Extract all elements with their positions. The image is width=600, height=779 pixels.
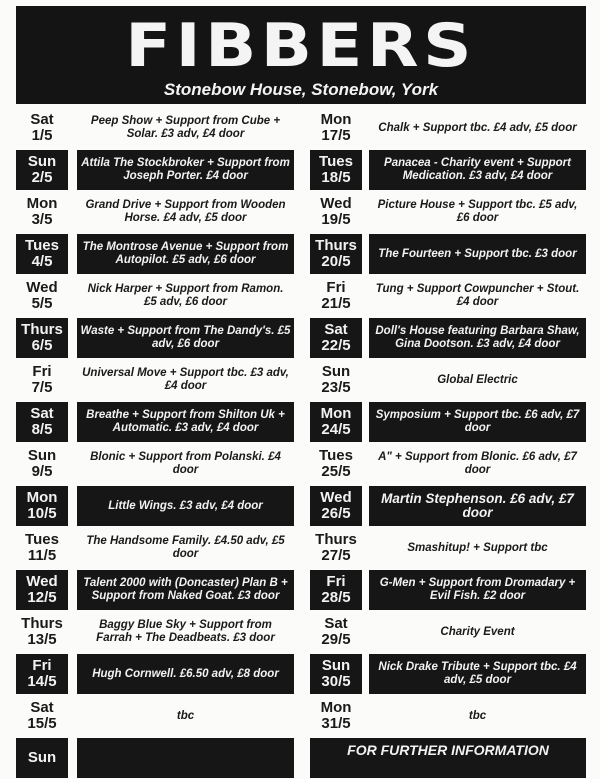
gig-day-month: 2/5: [31, 169, 53, 186]
gig-date: [16, 318, 68, 358]
gig-event-description: Peep Show + Support from Cube + Solar. £3 adv, £4 door: [90, 115, 281, 140]
gig-day-month: 5/5: [31, 295, 53, 312]
gig-weekday: Sat: [324, 615, 348, 632]
gig-listing-row: [310, 485, 574, 527]
gig-listing-row: [310, 527, 548, 569]
gig-date: [310, 443, 362, 485]
gig-listing-row: [16, 737, 68, 779]
gig-event-description: Breathe + Support from Shilton Uk + Automatic. £3 adv, £4 door: [77, 402, 294, 442]
gig-day-month: 11/5: [27, 547, 57, 564]
gig-event-description: Grand Drive + Support from Wooden Horse. £4 adv, £5 door: [85, 199, 286, 224]
gig-listing-row: [16, 401, 285, 443]
gig-listing-row: [16, 359, 289, 401]
gig-weekday: Sat: [30, 699, 54, 716]
gig-day-month: 26/5: [321, 505, 351, 522]
gig-date: [310, 611, 362, 653]
gig-weekday: Fri: [32, 657, 52, 674]
venue-title: FIBBERS: [125, 11, 477, 81]
gig-day-month: 13/5: [27, 631, 57, 648]
gig-day-month: 28/5: [321, 589, 351, 606]
gig-event-description: Nick Harper + Support from Ramon. £5 adv, £6 door: [87, 283, 284, 308]
gig-weekday: Tues: [25, 237, 59, 254]
gig-weekday: Tues: [319, 447, 353, 464]
gig-weekday: Sat: [30, 111, 54, 128]
gig-listing-row: [16, 611, 275, 653]
gig-weekday: Sun: [27, 153, 57, 170]
gig-event-description: Little Wings. £3 adv, £4 door: [77, 486, 294, 526]
gig-day-month: 6/5: [31, 337, 53, 354]
gig-listing-row: [310, 359, 518, 401]
gig-event-description: Global Electric: [437, 373, 518, 386]
gig-day-month: 15/5: [27, 715, 57, 732]
gig-date: [16, 486, 68, 526]
gig-day-month: 10/5: [27, 505, 57, 522]
venue-header: [16, 6, 586, 104]
gig-event-description: Attila The Stockbroker + Support from Joseph Porter. £4 door: [77, 150, 294, 190]
gig-event-description: Doll's House featuring Barbara Shaw, Gina Dootson. £3 adv, £4 door: [369, 318, 586, 358]
gig-event-description: Talent 2000 with (Doncaster) Plan B + Support from Naked Goat. £3 door: [77, 570, 294, 610]
gig-event-description: [77, 738, 294, 778]
gig-event-description: Smashitup! + Support tbc: [407, 541, 548, 554]
gig-event-description: Tung + Support Cowpuncher + Stout. £4 door: [375, 283, 580, 308]
gig-weekday: Fri: [32, 363, 52, 380]
gig-weekday: Thurs: [21, 615, 63, 632]
gig-event-description: Panacea - Charity event + Support Medication. £3 adv, £4 door: [369, 150, 586, 190]
gig-date: [16, 191, 68, 233]
gig-day-month: 3/5: [31, 211, 53, 228]
gig-day-month: 8/5: [31, 421, 53, 438]
gig-listing-row: [310, 317, 580, 359]
listings-left-column: [16, 107, 291, 779]
gig-listing-row: [310, 191, 578, 233]
gig-weekday: Thurs: [21, 321, 63, 338]
gig-listing-row: [16, 275, 284, 317]
gig-weekday: Sat: [30, 405, 54, 422]
gig-date: [310, 275, 362, 317]
gig-listing-row: [310, 569, 576, 611]
gig-event-description: Symposium + Support tbc. £6 adv, £7 door: [369, 402, 586, 442]
gig-date: [16, 443, 68, 485]
gig-day-month: 1/5: [31, 127, 53, 144]
gig-date: [16, 738, 68, 778]
gig-listing-row: [310, 653, 577, 695]
gig-listing-row: [16, 233, 289, 275]
gig-listing-row: [16, 569, 288, 611]
gig-weekday: Fri: [326, 573, 346, 590]
listings-right-column: [310, 107, 580, 779]
gig-day-month: 14/5: [27, 673, 57, 690]
gig-listing-row: [16, 191, 286, 233]
gig-event-description: Blonic + Support from Polanski. £4 door: [90, 451, 281, 476]
gig-event-description: Waste + Support from The Dandy's. £5 adv, £6 door: [77, 318, 294, 358]
further-information-text: FOR FURTHER INFORMATION: [310, 738, 586, 778]
gig-date: [310, 359, 362, 401]
gig-listing-row: [310, 443, 577, 485]
gig-weekday: Sun: [27, 749, 57, 766]
gig-listing-row: [310, 275, 580, 317]
gig-listing-row: [16, 107, 281, 149]
gig-listing-row: [310, 149, 571, 191]
gig-listing-row: [310, 695, 487, 737]
gig-listing-row: [16, 653, 279, 695]
gig-date: [16, 234, 68, 274]
gig-date: [16, 570, 68, 610]
gig-date: [16, 275, 68, 317]
gig-date: [16, 611, 68, 653]
gig-listing-row: [310, 107, 577, 149]
gig-weekday: Wed: [26, 279, 58, 296]
gig-weekday: Sun: [27, 447, 57, 464]
gig-date: [16, 695, 68, 737]
gig-event-description: Hugh Cornwell. £6.50 adv, £8 door: [77, 654, 294, 694]
gig-day-month: 24/5: [321, 421, 351, 438]
gig-date: [310, 695, 362, 737]
gig-event-description: G-Men + Support from Dromadary + Evil Fish. £2 door: [369, 570, 586, 610]
gig-date: [310, 234, 362, 274]
gig-weekday: Mon: [320, 699, 352, 716]
gig-date: [16, 527, 68, 569]
venue-address: Stonebow House, Stonebow, York: [163, 80, 439, 99]
gig-date: [310, 570, 362, 610]
gig-event-description: Universal Move + Support tbc. £3 adv, £4 door: [82, 367, 289, 392]
gig-date: [16, 402, 68, 442]
gig-weekday: Sun: [321, 657, 351, 674]
gig-day-month: 27/5: [321, 547, 351, 564]
gig-date: [310, 486, 362, 526]
gig-listing-row: [16, 443, 281, 485]
gig-date: [310, 191, 362, 233]
gig-weekday: Thurs: [315, 531, 357, 548]
gig-date: [16, 107, 68, 149]
gig-day-month: 29/5: [321, 631, 351, 648]
gig-event-description: Chalk + Support tbc. £4 adv, £5 door: [378, 121, 577, 134]
gig-event-description: The Montrose Avenue + Support from Autopilot. £5 adv, £6 door: [77, 234, 294, 274]
gig-listing-row: [310, 233, 577, 275]
gig-weekday: Wed: [320, 195, 352, 212]
gig-date: [310, 402, 362, 442]
further-information-banner: [310, 737, 549, 779]
gig-day-month: 21/5: [321, 295, 351, 312]
gig-listing-row: [16, 695, 195, 737]
gig-day-month: 22/5: [321, 337, 351, 354]
gig-listing-row: [16, 485, 263, 527]
gig-weekday: Thurs: [315, 237, 357, 254]
gig-event-description: The Handsome Family. £4.50 adv, £5 door: [86, 535, 285, 560]
gig-listing-row: [16, 317, 291, 359]
gig-day-month: 17/5: [321, 127, 351, 144]
gig-day-month: 23/5: [321, 379, 351, 396]
gig-day-month: 31/5: [321, 715, 351, 732]
gig-day-month: 30/5: [321, 673, 351, 690]
gig-event-description: Nick Drake Tribute + Support tbc. £4 adv, £5 door: [369, 654, 586, 694]
gig-event-description: Martin Stephenson. £6 adv, £7 door: [369, 486, 586, 526]
gig-day-month: 7/5: [31, 379, 53, 396]
gig-event-description: A" + Support from Blonic. £6 adv, £7 door: [378, 451, 577, 476]
gig-event-description: Baggy Blue Sky + Support from Farrah + The Deadbeats. £3 door: [96, 619, 275, 644]
gig-date: [310, 150, 362, 190]
gig-weekday: Wed: [320, 489, 352, 506]
gig-weekday: Tues: [25, 531, 59, 548]
gig-event-description: Charity Event: [440, 625, 515, 638]
gig-weekday: Fri: [326, 279, 346, 296]
gig-day-month: 19/5: [321, 211, 351, 228]
gig-weekday: Mon: [26, 195, 58, 212]
gig-day-month: 9/5: [31, 463, 53, 480]
gig-date: [310, 527, 362, 569]
gig-weekday: Mon: [320, 111, 352, 128]
gig-date: [16, 654, 68, 694]
gig-listing-row: [16, 149, 290, 191]
gig-date: [310, 654, 362, 694]
gig-weekday: Tues: [319, 153, 353, 170]
gig-day-month: 18/5: [321, 169, 351, 186]
gig-weekday: Mon: [320, 405, 352, 422]
gig-day-month: 20/5: [321, 253, 351, 270]
gig-weekday: Wed: [26, 573, 58, 590]
gig-event-description: Picture House + Support tbc. £5 adv, £6 door: [377, 199, 578, 224]
gig-event-description: The Fourteen + Support tbc. £3 door: [369, 234, 586, 274]
gig-day-month: 25/5: [321, 463, 351, 480]
gig-weekday: Mon: [26, 489, 58, 506]
gig-day-month: 12/5: [27, 589, 57, 606]
gig-event-description: tbc: [468, 709, 487, 722]
gig-date: [310, 318, 362, 358]
gig-date: [16, 359, 68, 401]
gig-listing-row: [310, 611, 515, 653]
gig-event-description: tbc: [176, 709, 195, 722]
gig-listing-row: [16, 527, 285, 569]
gig-weekday: Sat: [324, 321, 348, 338]
gig-date: [16, 150, 68, 190]
gig-weekday: Sun: [321, 363, 351, 380]
gig-listing-row: [310, 401, 580, 443]
gig-date: [310, 107, 362, 149]
gig-day-month: 4/5: [31, 253, 53, 270]
